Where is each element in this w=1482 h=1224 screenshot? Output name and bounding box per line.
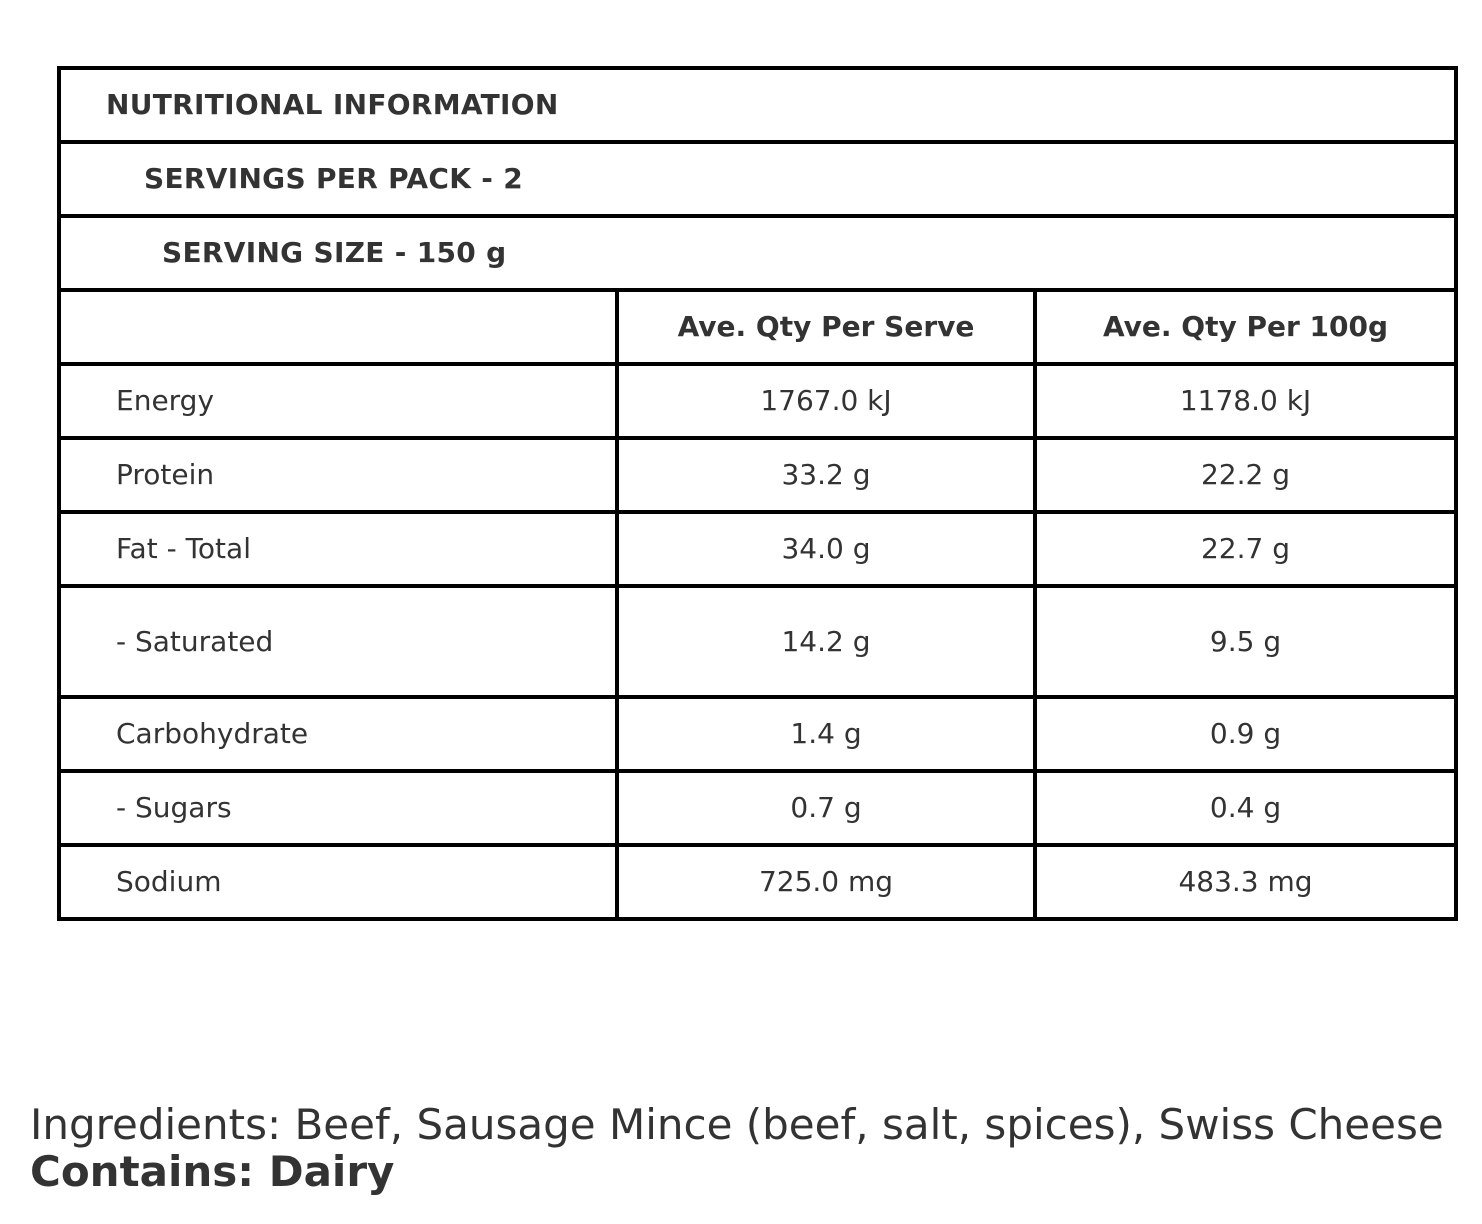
nutrient-name: Carbohydrate: [59, 697, 617, 771]
qty-per-serve: 0.7 g: [617, 771, 1035, 845]
qty-per-serve: 1.4 g: [617, 697, 1035, 771]
table-row: [59, 771, 1456, 845]
table-row: [59, 697, 1456, 771]
nutrient-name: Fat - Total: [59, 512, 617, 586]
qty-per-serve: 14.2 g: [617, 586, 1035, 697]
column-header-per-100g: Ave. Qty Per 100g: [1035, 290, 1456, 364]
table-row: [59, 512, 1456, 586]
ingredients-text: Ingredients: Beef, Sausage Mince (beef, salt, spices), Swiss Cheese: [30, 1100, 1444, 1149]
nutrition-panel: [57, 66, 1458, 921]
qty-per-serve: 34.0 g: [617, 512, 1035, 586]
panel-title: NUTRITIONAL INFORMATION: [59, 68, 1456, 142]
qty-per-100g: 22.7 g: [1035, 512, 1456, 586]
qty-per-100g: 483.3 mg: [1035, 845, 1456, 919]
serving-size-row: [59, 216, 1456, 290]
qty-per-100g: 0.9 g: [1035, 697, 1456, 771]
table-row: [59, 845, 1456, 919]
nutrient-name: Energy: [59, 364, 617, 438]
servings-per-pack: SERVINGS PER PACK - 2: [59, 142, 1456, 216]
qty-per-serve: 725.0 mg: [617, 845, 1035, 919]
nutrient-name: - Sugars: [59, 771, 617, 845]
qty-per-100g: 22.2 g: [1035, 438, 1456, 512]
table-row: [59, 586, 1456, 697]
nutrient-name: Protein: [59, 438, 617, 512]
serving-size: SERVING SIZE - 150 g: [59, 216, 1456, 290]
column-header-row: [59, 290, 1456, 364]
allergen-statement: Contains: Dairy: [30, 1147, 395, 1196]
column-header-per-serve: Ave. Qty Per Serve: [617, 290, 1035, 364]
servings-row: [59, 142, 1456, 216]
nutrient-name: Sodium: [59, 845, 617, 919]
qty-per-serve: 33.2 g: [617, 438, 1035, 512]
qty-per-100g: 0.4 g: [1035, 771, 1456, 845]
nutrient-name: - Saturated: [59, 586, 617, 697]
table-row: [59, 364, 1456, 438]
column-header-blank: [59, 290, 617, 364]
qty-per-serve: 1767.0 kJ: [617, 364, 1035, 438]
qty-per-100g: 1178.0 kJ: [1035, 364, 1456, 438]
product-footer: [30, 1101, 1470, 1195]
table-row: [59, 438, 1456, 512]
panel-title-row: [59, 68, 1456, 142]
qty-per-100g: 9.5 g: [1035, 586, 1456, 697]
